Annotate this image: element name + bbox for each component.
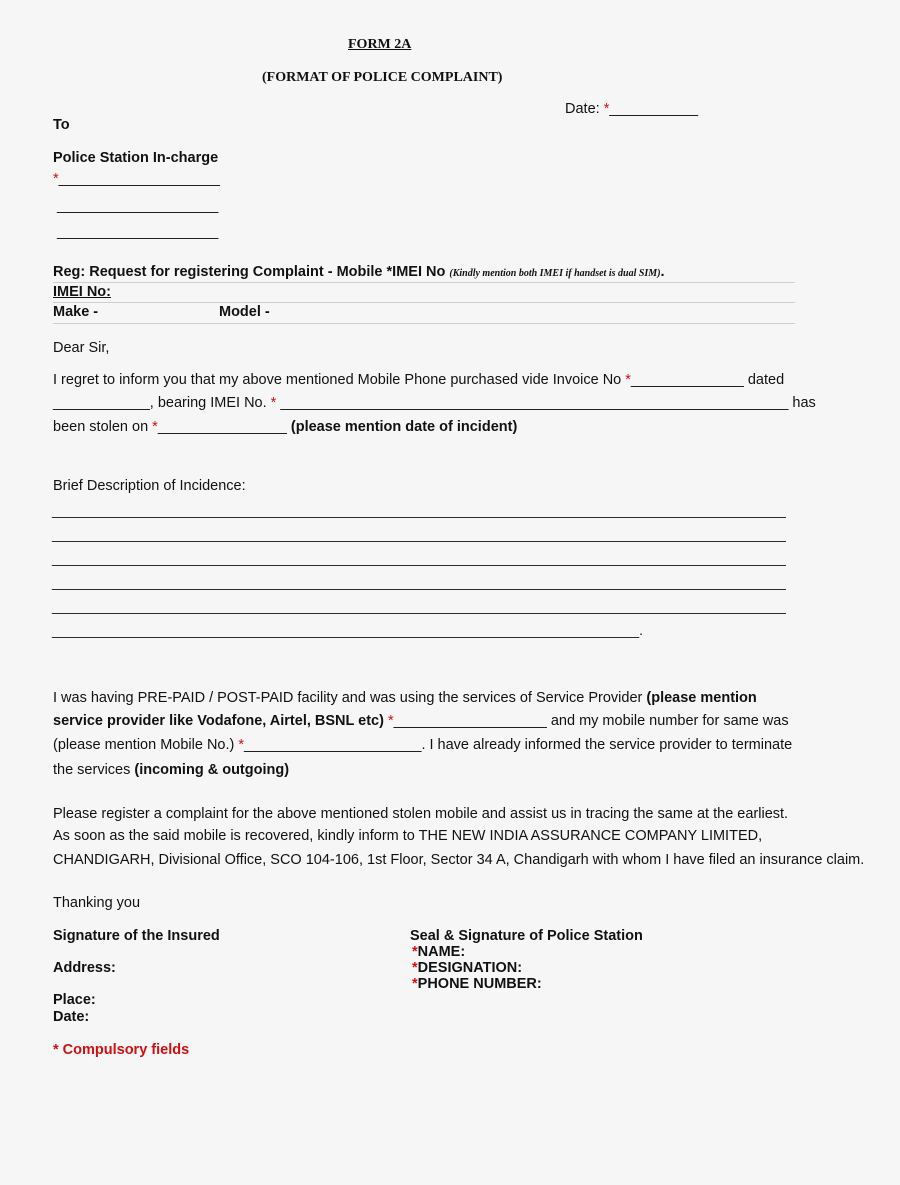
p1-text: ____________, bearing IMEI No. — [53, 395, 271, 411]
to-label: To — [53, 117, 70, 133]
desc-line: _______________________________________________________________________________________________ — [52, 526, 786, 542]
divider — [53, 323, 795, 324]
p2-line-3 — [53, 737, 792, 753]
place-label: Place: — [53, 992, 96, 1008]
required-star: * — [238, 737, 245, 753]
desc-line: ____________________________________________________________________________. — [52, 622, 643, 638]
address-label: Address: — [53, 960, 116, 976]
p2-bold: (incoming & outgoing) — [134, 762, 290, 778]
reg-main: Reg: Request for registering Complaint - Mobile *IMEI No — [53, 264, 450, 280]
designation-field — [412, 960, 522, 976]
required-star: * — [603, 101, 610, 117]
desc-line: _______________________________________________________________________________________________ — [52, 502, 786, 518]
date-label-bottom: Date: — [53, 1009, 90, 1025]
model-label: Model - — [219, 304, 270, 320]
required-star: * — [412, 960, 418, 976]
p2-text: I was having PRE-PAID / POST-PAID facility and was using the services of Service Provider — [53, 690, 647, 706]
required-star: * — [412, 944, 418, 960]
divider — [53, 302, 795, 303]
imei-label: IMEI No: — [53, 284, 111, 300]
date-label: Date: — [565, 101, 604, 117]
make-label: Make - — [53, 304, 99, 320]
required-star: * — [53, 171, 59, 187]
p2-line-2 — [53, 713, 789, 729]
desc-line: _______________________________________________________________________________________________ — [52, 550, 786, 566]
form-subtitle: (FORMAT OF POLICE COMPLAINT) — [262, 70, 503, 85]
seal-signature-label: Seal & Signature of Police Station — [410, 928, 643, 944]
p2-line-4 — [53, 762, 289, 778]
p2-bold: (please mention — [646, 690, 757, 706]
p1-blank: _______________________________________________________________ has — [276, 395, 816, 411]
address-line-2: ____________________ — [57, 198, 219, 214]
date-blank: ___________ — [609, 101, 699, 117]
form-title: FORM 2A — [348, 37, 412, 52]
p3-line-3: CHANDIGARH, Divisional Office, SCO 104-106, 1st Floor, Sector 34 A, Chandigarh with whom I have filed an insurance claim. — [53, 852, 865, 868]
p2-bold: service provider like Vodafone, Airtel, BSNL etc) — [53, 713, 384, 729]
p2-text: ______________________. I have already informed the service provider to terminate — [244, 737, 793, 753]
p1-text: been stolen on — [53, 419, 153, 435]
required-star: * — [270, 395, 277, 411]
designation-label: DESIGNATION: — [417, 960, 523, 976]
p2-text: (please mention Mobile No.) — [53, 737, 239, 753]
p2-text: ___________________ and my mobile number for same was — [393, 713, 789, 729]
p3-line-1: Please register a complaint for the above mentioned stolen mobile and assist us in tracing the same at the earliest. — [53, 806, 789, 822]
p3-line-2: As soon as the said mobile is recovered, kindly inform to THE NEW INDIA ASSURANCE COMPANY LIMITED, — [53, 828, 763, 844]
date-field — [565, 101, 698, 117]
p2-line-1 — [53, 690, 757, 706]
reg-note: (Kindly mention both IMEI if handset is dual SIM) — [449, 268, 661, 279]
p1-line-3 — [53, 419, 517, 435]
divider — [53, 282, 795, 283]
reg-dot: . — [660, 264, 665, 280]
brief-label: Brief Description of Incidence: — [53, 478, 246, 494]
name-label: NAME: — [417, 944, 466, 960]
desc-line: _______________________________________________________________________________________________ — [52, 574, 786, 590]
p1-blank: ________________ — [157, 419, 291, 435]
phone-field — [412, 976, 542, 992]
required-star: * — [152, 419, 158, 435]
p1-line-1 — [53, 372, 784, 388]
thanking: Thanking you — [53, 895, 141, 911]
required-star: * — [625, 372, 631, 388]
p1-text: I regret to inform you that my above mentioned Mobile Phone purchased vide Invoice No — [53, 372, 626, 388]
phone-label: PHONE NUMBER: — [417, 976, 542, 992]
station-incharge-label: Police Station In-charge — [53, 150, 219, 166]
reg-line — [53, 264, 665, 280]
p1-bold-note: (please mention date of incident) — [290, 419, 518, 435]
name-field — [412, 944, 465, 960]
p2-text: the services — [53, 762, 135, 778]
salutation: Dear Sir, — [53, 340, 110, 356]
p1-blank: ______________ dated — [630, 372, 785, 388]
signature-insured: Signature of the Insured — [53, 928, 220, 944]
address-blank-1: ____________________ — [58, 171, 220, 187]
desc-line: _______________________________________________________________________________________________ — [52, 598, 786, 614]
required-star: * — [412, 976, 418, 992]
p1-line-2 — [53, 395, 816, 411]
required-star: * — [383, 713, 394, 729]
address-line-3: ____________________ — [57, 224, 219, 240]
address-line-1 — [53, 171, 220, 187]
compulsory-note: * Compulsory fields — [53, 1042, 190, 1058]
